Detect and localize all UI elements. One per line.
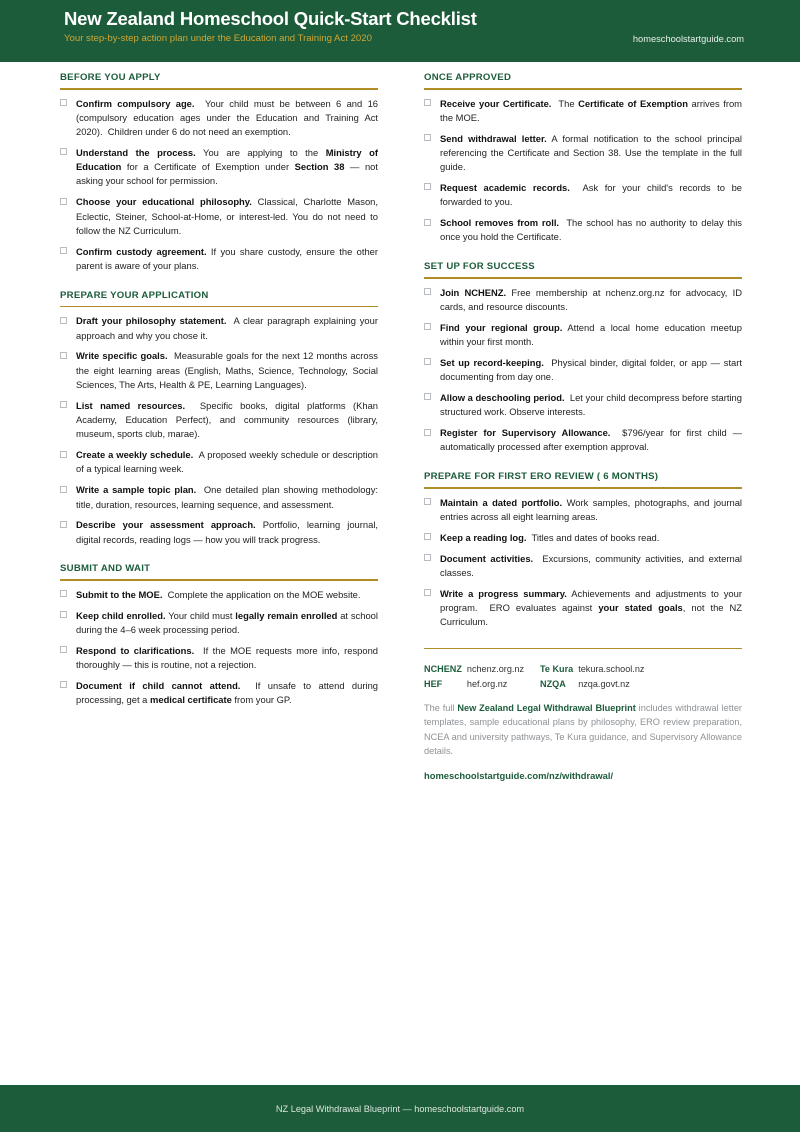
checkbox-icon[interactable] <box>424 533 431 540</box>
page-header <box>0 0 800 62</box>
section-heading: SUBMIT AND WAIT <box>60 563 151 575</box>
checkbox-icon[interactable] <box>424 323 431 330</box>
checklist <box>60 314 378 547</box>
content-area <box>0 62 800 1085</box>
checklist <box>60 588 378 708</box>
checklist-item[interactable] <box>60 349 378 392</box>
section-once-approved <box>424 62 742 245</box>
right-column <box>424 62 742 781</box>
section-heading: ONCE APPROVED <box>424 72 512 83</box>
checklist-item[interactable] <box>60 644 378 673</box>
checkbox-icon[interactable] <box>60 352 67 359</box>
checklist-item[interactable] <box>424 496 742 525</box>
checklist-item[interactable] <box>424 216 742 245</box>
section-heading: PREPARE FOR FIRST ERO REVIEW ( 6 MONTHS) <box>424 471 659 483</box>
section-heading: SET UP FOR SUCCESS <box>424 261 535 273</box>
checkbox-icon[interactable] <box>424 288 431 295</box>
checklist-item-text: Request academic records. Ask for your child's records to be forwarded to you. <box>440 181 742 208</box>
resource-name: NZQA <box>540 678 566 689</box>
checklist-item[interactable] <box>60 518 378 547</box>
checklist-item[interactable] <box>424 321 742 350</box>
checklist-item[interactable] <box>424 286 742 315</box>
checkbox-icon[interactable] <box>424 219 431 226</box>
checkbox-icon[interactable] <box>60 451 67 458</box>
checklist <box>424 496 742 630</box>
resource-name: Te Kura <box>540 664 574 675</box>
section-prepare-your-application <box>60 280 378 547</box>
checkbox-icon[interactable] <box>60 247 67 254</box>
checklist-item-text: School removes from roll. The school has no authority to delay this once you hold the Certificate. <box>440 217 742 243</box>
header-site-url: homeschoolstartguide.com <box>632 34 744 44</box>
resources-table <box>424 663 660 692</box>
section-prepare-for-first-ero-review-6-months <box>424 461 742 629</box>
checklist-item[interactable] <box>424 426 742 455</box>
section-divider <box>60 579 378 581</box>
checklist-item[interactable] <box>60 245 378 274</box>
checkbox-icon[interactable] <box>60 317 67 324</box>
checklist-item[interactable] <box>60 195 378 238</box>
resource-url[interactable]: tekura.school.nz <box>578 664 645 675</box>
resource-url[interactable]: hef.org.nz <box>466 678 508 689</box>
section-divider <box>424 88 742 90</box>
checklist <box>424 286 742 455</box>
resources-blurb: The full New Zealand Legal Withdrawal Blueprint includes withdrawal letter templates, sample educational plans by philosophy, ERO review preparation, NCEA and university pathways, Te Kura guidance, and Supervisory Allowance details. <box>424 703 742 756</box>
section-before-you-apply <box>60 62 378 273</box>
checklist-item-text: Choose your educational philosophy. Classical, Charlotte Mason, Eclectic, Steiner, School-at-Home, or interest-led. You do not need to follow the NZ Curriculum. <box>76 196 378 236</box>
checklist <box>60 97 378 274</box>
checkbox-icon[interactable] <box>60 646 67 653</box>
section-set-up-for-success <box>424 251 742 454</box>
checklist-item[interactable] <box>424 531 742 545</box>
checklist-item[interactable] <box>424 552 742 581</box>
section-heading: BEFORE YOU APPLY <box>60 72 161 83</box>
checklist-item-text: Keep a reading log. Titles and dates of books read. <box>440 531 660 543</box>
checklist-item[interactable] <box>424 587 742 630</box>
checkbox-icon[interactable] <box>424 358 431 365</box>
section-submit-and-wait <box>60 553 378 707</box>
resource-url[interactable]: nchenz.org.nz <box>466 664 525 675</box>
footer-text: NZ Legal Withdrawal Blueprint — homeschoolstartguide.com <box>275 1103 525 1114</box>
checklist-item[interactable] <box>60 679 378 708</box>
checkbox-icon[interactable] <box>60 611 67 618</box>
checklist-item-text: Confirm compulsory age. Your child must be between 6 and 16 (compulsory education ages under the Education and Training Act 2020). Children under 6 do not need an exemption. <box>76 97 378 138</box>
section-divider <box>424 487 742 489</box>
checklist-item-text: Document if child cannot attend. If unsafe to attend during processing, get a medical certificate from your GP. <box>76 679 378 706</box>
checkbox-icon[interactable] <box>424 183 431 190</box>
checklist-item-text: Create a weekly schedule. A proposed weekly schedule or description of a typical learning week. <box>76 449 378 475</box>
page-subtitle: Your step-by-step action plan under the Education and Training Act 2020 <box>64 33 372 44</box>
section-heading: PREPARE YOUR APPLICATION <box>60 289 209 301</box>
checklist-item-text: Register for Supervisory Allowance. $796/year for first child — automatically processed after exemption approval. <box>440 427 742 453</box>
page-footer <box>0 1085 800 1132</box>
checklist-item-text: Confirm custody agreement. If you share custody, ensure the other parent is aware of your plans. <box>76 245 378 271</box>
checklist <box>424 97 742 245</box>
checklist-item-text: Understand the process. You are applying to the Ministry of Education for a Certificate of Exemption under Section 38 — not asking your school for permission. <box>76 146 378 187</box>
checklist-item-text: List named resources. Specific books, digital platforms (Khan Academy, Education Perfect), and community resources (library, museum, sports club, marae). <box>76 399 378 440</box>
checkbox-icon[interactable] <box>60 99 67 106</box>
checkbox-icon[interactable] <box>424 498 431 505</box>
checklist-item-text: Write specific goals. Measurable goals for the next 12 months across the eight learning areas (English, Maths, Science, Technology, Social Sciences, The Arts, Health & PE, Learning Languages). <box>76 350 378 390</box>
checklist-item[interactable] <box>60 483 378 512</box>
blueprint-link[interactable]: homeschoolstartguide.com/nz/withdrawal/ <box>424 770 614 782</box>
checklist-item[interactable] <box>60 399 378 442</box>
resources-divider <box>424 648 742 650</box>
checkbox-icon[interactable] <box>424 589 431 596</box>
checklist-item[interactable] <box>424 181 742 210</box>
resource-url[interactable]: nzqa.govt.nz <box>578 678 630 689</box>
resource-name: HEF <box>424 678 443 689</box>
left-column <box>60 62 378 714</box>
checkbox-icon[interactable] <box>424 393 431 400</box>
section-divider <box>60 306 378 308</box>
checkbox-icon[interactable] <box>60 681 67 688</box>
checklist-item-text: Keep child enrolled. Your child must legally remain enrolled at school during the 4–6 week processing period. <box>76 609 378 636</box>
checklist-item[interactable] <box>60 588 378 602</box>
checkbox-icon[interactable] <box>424 99 431 106</box>
section-divider <box>424 277 742 279</box>
checkbox-icon[interactable] <box>60 148 67 155</box>
page-title: New Zealand Homeschool Quick-Start Checklist <box>64 8 477 29</box>
checklist-item[interactable] <box>60 448 378 477</box>
checkbox-icon[interactable] <box>60 521 67 528</box>
checklist-item-text: Receive your Certificate. The Certificate of Exemption arrives from the MOE. <box>440 97 742 123</box>
checkbox-icon[interactable] <box>60 198 67 205</box>
checklist-item-text: Draft your philosophy statement. A clear paragraph explaining your approach and why you chose it. <box>76 315 378 341</box>
checkbox-icon[interactable] <box>424 134 431 141</box>
checklist-item[interactable] <box>60 97 378 140</box>
checklist-item-text: Set up record-keeping. Physical binder, digital folder, or app — start documenting from day one. <box>440 356 742 383</box>
checkbox-icon[interactable] <box>60 486 67 493</box>
checkbox-icon[interactable] <box>424 429 431 436</box>
checkbox-icon[interactable] <box>60 401 67 408</box>
resources-row <box>424 678 660 693</box>
resources-row <box>424 663 660 678</box>
checklist-item[interactable] <box>424 391 742 420</box>
checklist-item[interactable] <box>424 356 742 385</box>
checklist-item[interactable] <box>60 146 378 189</box>
resource-name: NCHENZ <box>424 664 462 675</box>
checklist-item-text: Write a sample topic plan. One detailed plan showing methodology: title, duration, resources, learning sequence, and assessment. <box>76 484 378 510</box>
checklist-item-text: Submit to the MOE. Complete the application on the MOE website. <box>76 588 361 600</box>
checklist-item[interactable] <box>60 314 378 343</box>
checklist-item-text: Send withdrawal letter. A formal notification to the school principal referencing the Certificate and Section 38. Use the template in the full guide. <box>440 132 742 173</box>
checklist-item-text: Write a progress summary. Achievements and adjustments to your program. ERO evaluates against your stated goals, not the NZ Curriculum. <box>440 587 743 628</box>
checklist-item[interactable] <box>424 97 742 126</box>
checkbox-icon[interactable] <box>424 554 431 561</box>
checklist-item[interactable] <box>424 132 742 175</box>
checklist-item-text: Document activities. Excursions, community activities, and external classes. <box>440 552 742 578</box>
checklist-item-text: Describe your assessment approach. Portfolio, learning journal, digital records, reading logs — how you will track progress. <box>76 519 379 545</box>
checklist-item-text: Allow a deschooling period. Let your child decompress before starting structured work. Observe interests. <box>440 391 742 418</box>
checklist-item-text: Maintain a dated portfolio. Work samples, photographs, and journal entries across all eight learning areas. <box>440 496 742 522</box>
checklist-item-text: Respond to clarifications. If the MOE requests more info, respond thoroughly — this is routine, not a rejection. <box>76 644 378 671</box>
section-divider <box>60 88 378 90</box>
checkbox-icon[interactable] <box>60 590 67 597</box>
checklist-item-text: Find your regional group. Attend a local home education meetup within your first month. <box>440 321 742 348</box>
checklist-item[interactable] <box>60 609 378 638</box>
checklist-item-text: Join NCHENZ. Free membership at nchenz.org.nz for advocacy, ID cards, and resource discounts. <box>440 286 742 312</box>
